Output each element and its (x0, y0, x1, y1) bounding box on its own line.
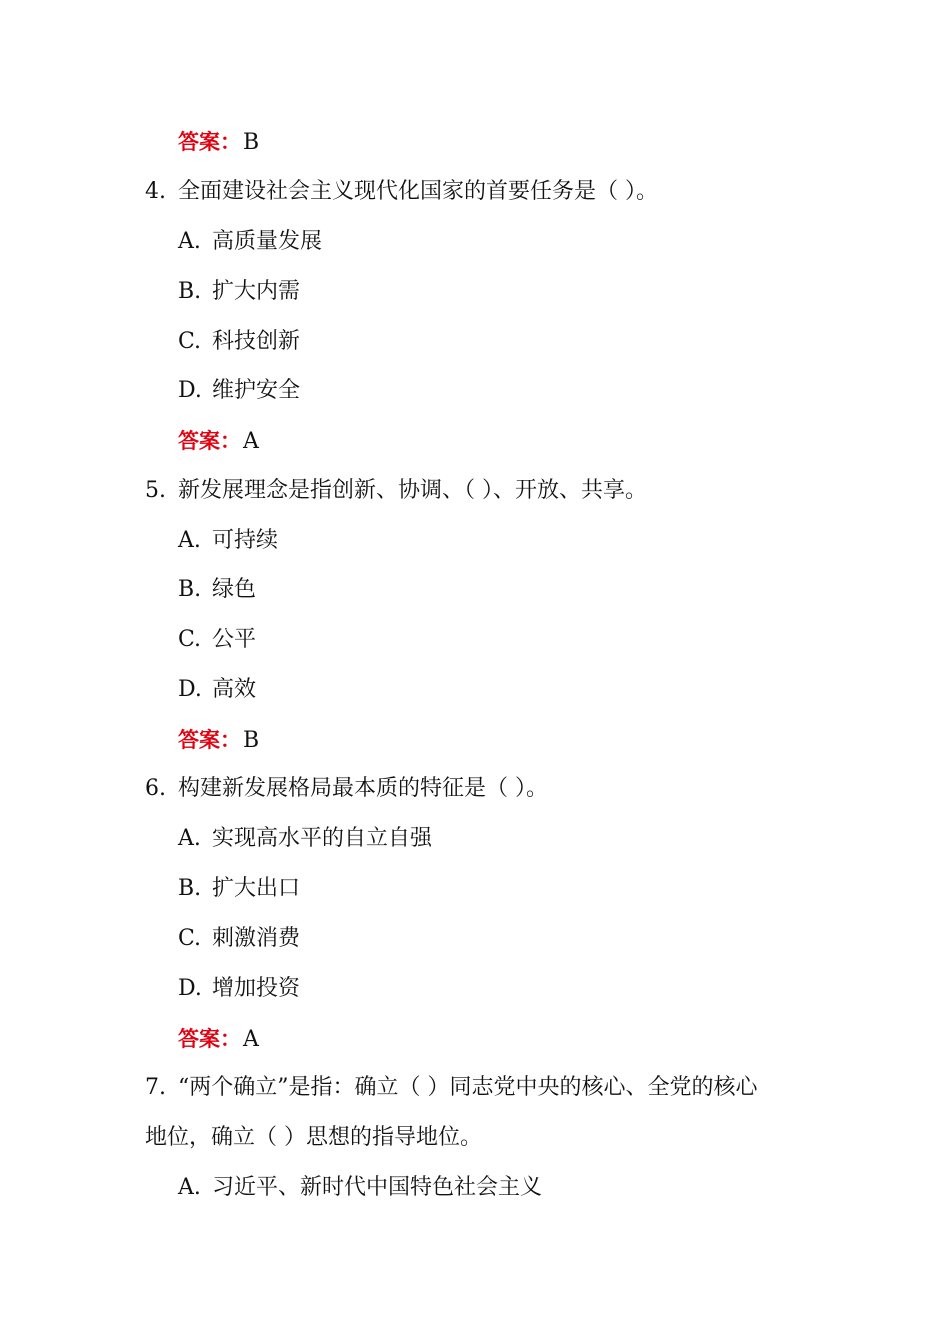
option-text: 刺激消费 (212, 926, 301, 951)
question-4 (145, 177, 658, 207)
option-text: 习近平、新时代中国特色社会主义 (212, 1175, 543, 1200)
option-d (178, 376, 300, 406)
option-text: 扩大出口 (212, 876, 301, 901)
option-letter: D. (178, 677, 202, 702)
option-text: 科技创新 (212, 329, 301, 354)
answer-line (178, 127, 259, 157)
option-b (178, 575, 256, 605)
answer-value: A (243, 1027, 259, 1052)
option-a (178, 1173, 542, 1203)
question-text: 构建新发展格局最本质的特征是（ ）。 (178, 776, 548, 801)
option-a (178, 824, 432, 854)
option-text: 扩大内需 (212, 279, 301, 304)
answer-label: 答案： (178, 429, 241, 453)
option-letter: B. (178, 876, 202, 901)
question-text-line1: “两个确立”是指：确立（ ）同志党中央的核心、全党的核心 (178, 1075, 758, 1100)
option-letter: A. (178, 1175, 201, 1200)
option-letter: B. (178, 279, 202, 304)
answer-label: 答案： (178, 1027, 241, 1051)
option-letter: B. (178, 577, 202, 602)
question-number: 4. (145, 179, 166, 204)
question-7-continuation (145, 1123, 482, 1153)
option-text: 实现高水平的自立自强 (212, 826, 433, 851)
answer-value: A (243, 429, 259, 454)
question-text-line2: 地位，确立（ ）思想的指导地位。 (145, 1125, 482, 1150)
option-text: 维护安全 (212, 378, 301, 403)
answer-label: 答案： (178, 728, 241, 752)
option-a (178, 526, 278, 556)
question-5 (145, 476, 647, 506)
option-letter: D. (178, 976, 202, 1001)
option-text: 高质量发展 (212, 229, 323, 254)
option-c (178, 625, 256, 655)
question-number: 6. (145, 776, 166, 801)
question-text: 全面建设社会主义现代化国家的首要任务是（ ）。 (178, 179, 658, 204)
question-number: 7. (145, 1075, 166, 1100)
answer-line (178, 426, 259, 456)
answer-label: 答案： (178, 130, 241, 154)
option-letter: D. (178, 378, 202, 403)
option-text: 可持续 (212, 528, 279, 553)
question-text: 新发展理念是指创新、协调、（ ）、开放、共享。 (178, 478, 647, 503)
answer-value: B (243, 728, 260, 753)
option-letter: C. (178, 926, 202, 951)
question-7 (145, 1073, 758, 1103)
option-b (178, 874, 300, 904)
option-text: 绿色 (212, 577, 257, 602)
option-letter: A. (178, 826, 201, 851)
option-letter: C. (178, 627, 202, 652)
answer-line (178, 725, 259, 755)
option-c (178, 924, 300, 954)
option-letter: A. (178, 229, 201, 254)
question-6 (145, 774, 548, 804)
option-c (178, 327, 300, 357)
option-text: 高效 (212, 677, 257, 702)
question-number: 5. (145, 478, 166, 503)
option-d (178, 675, 256, 705)
option-a (178, 227, 322, 257)
option-letter: A. (178, 528, 201, 553)
option-text: 增加投资 (212, 976, 301, 1001)
answer-value: B (243, 130, 260, 155)
option-d (178, 974, 300, 1004)
option-text: 公平 (212, 627, 257, 652)
answer-line (178, 1024, 259, 1054)
option-letter: C. (178, 329, 202, 354)
option-b (178, 277, 300, 307)
